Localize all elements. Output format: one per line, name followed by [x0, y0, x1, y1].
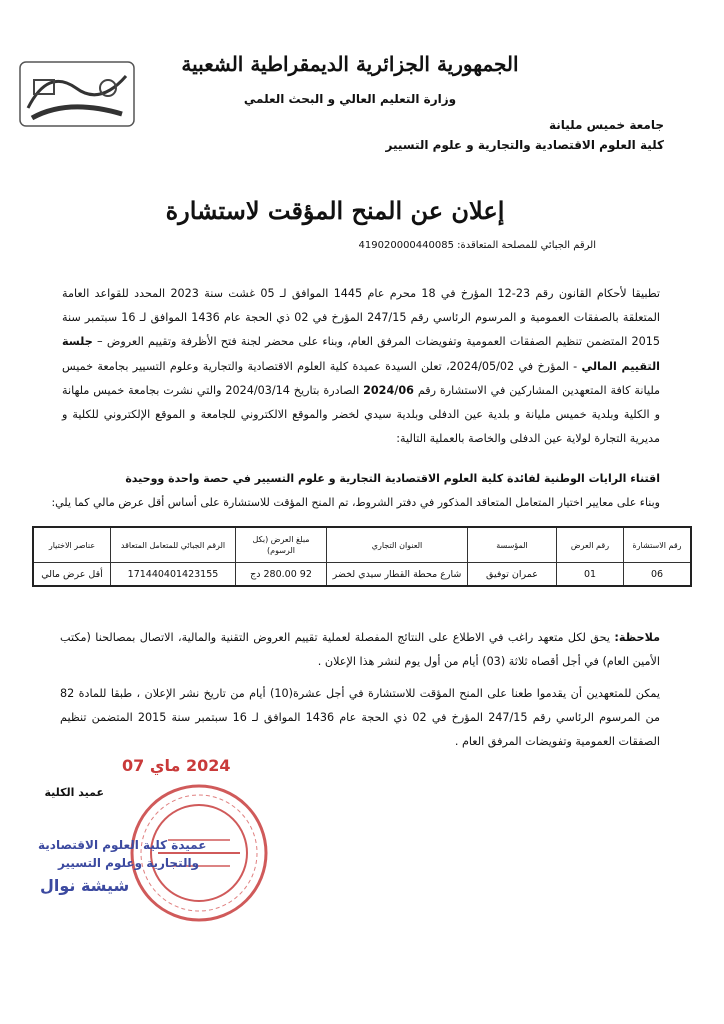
- table-row: [33, 563, 691, 587]
- faculty-name: كلية العلوم الاقتصادية والتجارية و علوم التسيير: [385, 138, 664, 152]
- signature-title-1: عميدة كلية العلوم الاقتصادية: [38, 838, 207, 852]
- university-name: جامعة خميس مليانة: [548, 118, 664, 132]
- body-bold-1: جلسة التقييم المالي: [62, 335, 660, 373]
- signature-name: شيشة نوال: [40, 876, 130, 895]
- col-company: المؤسسة: [468, 527, 557, 563]
- announcement-title: إعلان عن المنح المؤقت لاستشارة: [165, 196, 505, 225]
- col-criteria: عناصر الاختيار: [33, 527, 111, 563]
- note-text: يحق لكل متعهد راغب في الاطلاع على النتائج المفصلة لعملية تقييم العروض التقنية والمالية، الاتصال بمصالحنا (مكتب الأمين العام) في أجل أقصاه ثلاثة (03) أيام من أول يوم لنشر هذا الإعلان .: [60, 631, 660, 668]
- cell-criteria: أقل عرض مالي: [33, 563, 111, 587]
- official-seal: [128, 782, 270, 924]
- note-paragraph: [60, 626, 660, 674]
- cell-amount: 92 280.00 دج: [236, 563, 327, 587]
- col-amount: مبلغ العرض (بكل الرسوم): [236, 527, 327, 563]
- republic-heading: الجمهورية الجزائرية الديمقراطية الشعبية: [181, 52, 519, 76]
- cell-offer-no: 01: [557, 563, 624, 587]
- body-bold-2: 2024/06: [363, 383, 414, 397]
- ministry-heading: وزارة التعليم العالي و البحث العلمي: [243, 92, 457, 106]
- university-logo: [18, 58, 136, 130]
- offers-table: [32, 526, 692, 587]
- body-part-2: - المؤرخ في 2024/05/02، تعلن السيدة عميدة كلية العلوم الاقتصادية والتجارية وعلوم التسيير بجامعة خميس مليانة كافة المتعهدين المشاركين في الاستشارة رقم: [62, 359, 661, 397]
- criteria-line: وبناء على معايير اختيار المتعامل المتعاقد المذكور في دفتر الشروط، تم المنح المؤقت للاستشارة على أساس أقل عرض مالي كما يلي:: [51, 496, 660, 509]
- appeal-paragraph: يمكن للمتعهدين أن يقدموا طعنا على المنح المؤقت للاستشارة في أجل عشرة(10) أيام من تاريخ نشر الإعلان ، طبقا للمادة 82 من المرسوم الرئاسي رقم 247/15 المؤرخ في 02 ذي الحجة عام 1436 الموافق لـ 16 سبتمبر سنة 2015 المتضمن تنظيم الصفقات العمومية وتفويضات المرفق العام .: [60, 687, 661, 748]
- col-address: العنوان التجاري: [327, 527, 468, 563]
- col-consultation-no: رقم الاستشارة: [624, 527, 692, 563]
- col-tax-id: الرقم الجبائي للمتعامل المتعاقد: [111, 527, 236, 563]
- dean-label: عميد الكلية: [44, 786, 104, 799]
- signature-title-2: والتجارية وعلوم التسيير: [58, 856, 200, 870]
- body-part-3: الصادرة بتاريخ 2024/03/14 والتي نشرت بجامعة خميس ملهانة و الكلية وبلدية خميس مليانة و بلدية عين الدفلى وبلدية سيدي لخضر والموقع الالكتروني للجامعة و الموقع الإلكتروني للكلية و مديرية التجارة لولاية عين الدفلى والخاصة بالعملية التالية:: [62, 383, 660, 446]
- cell-company: عمران توفيق: [468, 563, 557, 587]
- provision-line: اقتناء الرايات الوطنية لفائدة كلية العلوم الاقتصادية التجارية و علوم التسيير في حصة واحدة ووحيدة: [125, 472, 660, 485]
- body-part-1: تطبيقا لأحكام القانون رقم 23-12 المؤرخ في 18 محرم عام 1445 الموافق لـ 05 غشت سنة 2023 المحدد للقواعد العامة المتعلقة بالصفقات العمومية و المرسوم الرئاسي رقم 247/15 المؤرخ في 02 ذي الحجة عام 1436 الموافق لـ 16 سبتمبر سنة 2015 المتضمن تنظيم الصفقات العمومية وتفويضات المرفق العام، وبناء على محضر لجنة فتح الأظرفة وتقييم العروض –: [62, 287, 661, 349]
- announcement-body: [62, 282, 660, 451]
- tax-id: الرقم الجبائي للمصلحة المتعاقدة: 419020000440085: [358, 240, 596, 251]
- cell-tax-id: 171440401423155: [111, 563, 236, 587]
- col-offer-no: رقم العرض: [557, 527, 624, 563]
- note-label: ملاحظة:: [614, 631, 660, 644]
- date-stamp: 2024 ماي 07: [122, 756, 231, 775]
- cell-consultation-no: 06: [624, 563, 692, 587]
- cell-address: شارع محطة القطار سيدي لخضر: [327, 563, 468, 587]
